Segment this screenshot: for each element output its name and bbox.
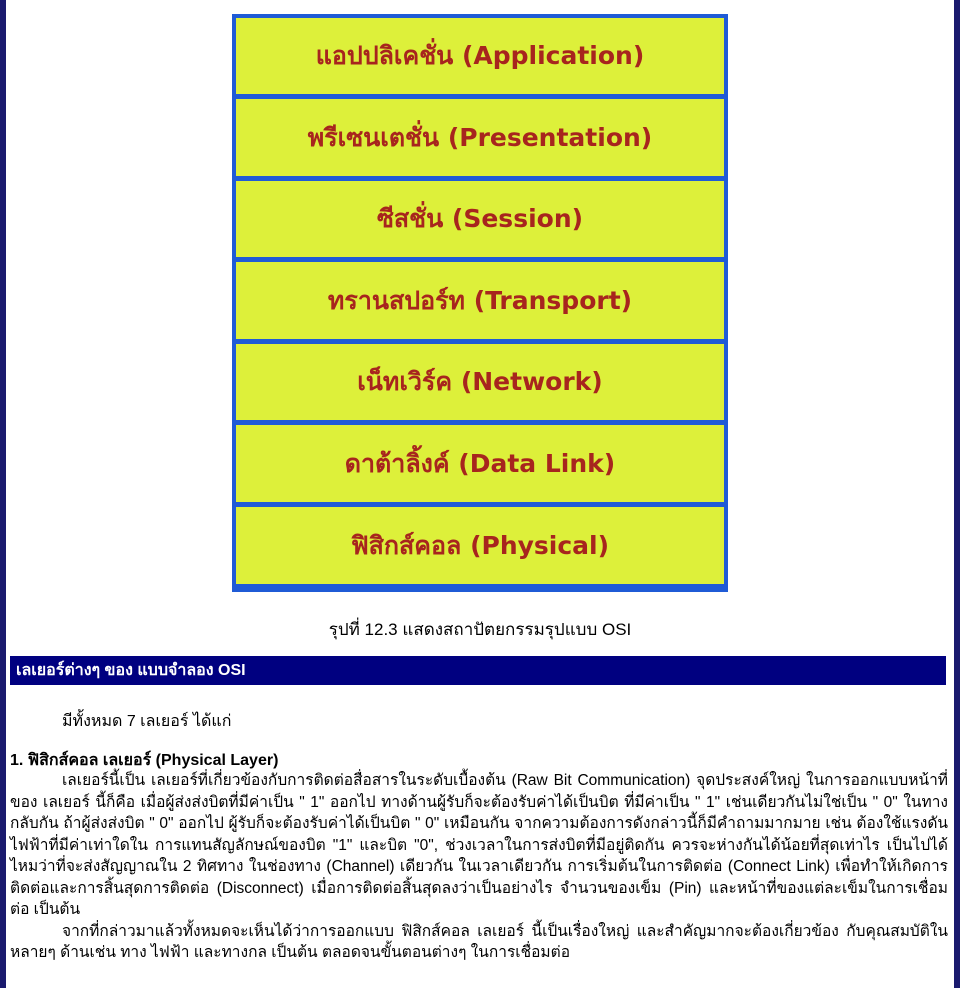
layer-label: ฟิสิกส์คอล (Physical) (350, 530, 610, 560)
section-heading: เลเยอร์ต่างๆ ของ แบบจำลอง OSI (16, 662, 246, 679)
physical-layer-heading: 1. ฟิสิกส์คอล เลเยอร์ (Physical Layer) (10, 752, 279, 769)
layer-label: เน็ทเวิร์ค (Network) (357, 367, 603, 396)
paragraph: เลเยอร์นี้เป็น เลเยอร์ที่เกี่ยวข้องกับการติดต่อสื่อสารในระดับเบื้องต้น (Raw Bit Communication) จุดประสงค์ใหญ่ ในการออกแบบหน้าที่ของ เลเยอร์ นี้ก็คือ เมื่อผู้ส่งส่งบิตที่มีค่าเป็น " 1" ออกไป ทางด้านผู้รับก็จะต้องรับค่าได้เป็นบิต ที่มีค่าเป็น " 1" เช่นเดียวกันไม่ใช่เป็น " 0" ในทางกลับกัน ถ้าผู้ส่งส่งบิต " 0" ออกไป ผู้รับก็จะต้องรับค่าได้เป็นบิต " 0" เหมือนกัน จากความต้องการดังกล่าวนี้ก็มีคำถามมากมาย เช่น ต้องใช้แรงดันไฟฟ้าที่มีค่าเท่าใดใน การแทนสัญลักษณ์ของบิต "1" และบิต "0", ช่วงเวลาในการส่งบิตที่มีอยู่ติดกัน ควรจะห่างกันได้น้อยที่สุดเท่าไร เป็นไปได้ไหมว่าที่จะส่งสัญญาณใน 2 ทิศทาง ในช่องทาง (Channel) เดียวกัน ในเวลาเดียวกัน การเริ่มต้นในการติดต่อ (Connect Link) เพื่อทำให้เกิดการติดต่อและการสิ้นสุดการติดต่อ (Disconnect) เมื่อการติดต่อสิ้นสุดลงว่าเป็นอย่างไร จำนวนของเข็ม (Pin) และหน้าที่ของแต่ละเข็มในการเชื่อมต่อ เป็นต้น (10, 772, 948, 918)
section-heading-bar (10, 656, 946, 685)
body-text (10, 770, 948, 964)
layer-presentation (236, 99, 724, 176)
figure-caption: รุปที่ 12.3 แสดงสถาปัตยกรรมรุปแบบ OSI (328, 620, 632, 639)
paragraph: จากที่กล่าวมาแล้วทั้งหมดจะเห็นได้ว่าการออกแบบ ฟิสิกส์คอล เลเยอร์ นี้เป็นเรื่องใหญ่ และสำคัญมากจะต้องเกี่ยวข้อง กับคุณสมบัติในหลายๆ ด้านเช่น ทาง ไฟฟ้า และทางกล เป็นต้น ตลอดจนขั้นตอนต่างๆ ในการเชื่อมต่อ (10, 922, 948, 961)
layer-label: พรีเซนเตชั่น (Presentation) (307, 122, 653, 152)
osi-model-diagram (232, 14, 728, 592)
layer-label: ซีสชั่น (Session) (376, 204, 584, 233)
layer-application (236, 18, 724, 94)
layer-session (236, 181, 724, 257)
layer-data-link (236, 425, 724, 502)
intro-text: มีทั้งหมด 7 เลเยอร์ ได้แก่ (62, 713, 232, 730)
layer-label: ดาต้าลิ้งค์ (Data Link) (344, 448, 616, 478)
layer-transport (236, 262, 724, 339)
layer-label: ทรานสปอร์ท (Transport) (327, 285, 633, 315)
layer-physical (236, 507, 724, 584)
layer-network (236, 344, 724, 420)
layer-label: แอปปลิเคชั่น (Application) (315, 41, 645, 70)
